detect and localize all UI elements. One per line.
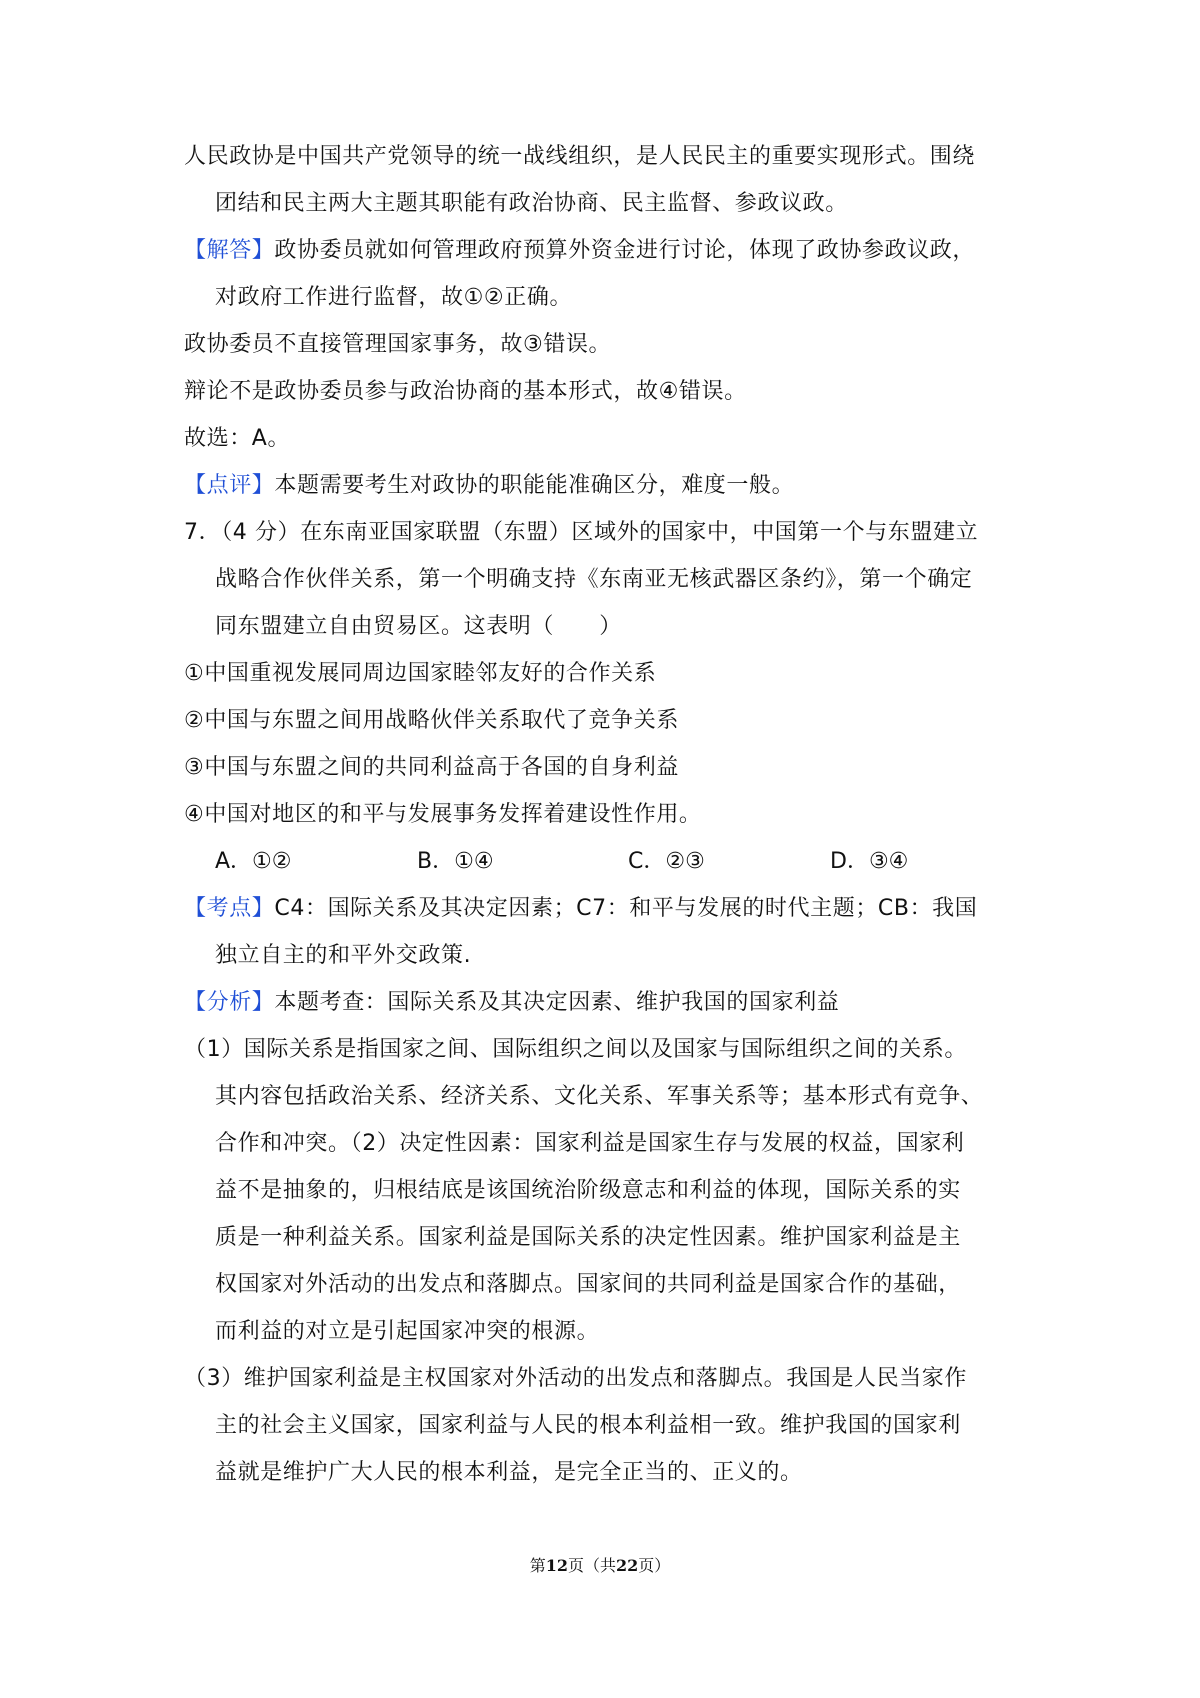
footer-prefix: 第	[529, 1556, 546, 1575]
page-number: 12	[545, 1556, 568, 1575]
text-line: 政协委员不直接管理国家事务，故③错误。	[184, 332, 612, 357]
text-line: 合作和冲突。（2）决定性因素：国家利益是国家生存与发展的权益，国家利	[215, 1131, 965, 1156]
text-line: （3）维护国家利益是主权国家对外活动的出发点和落脚点。我国是人民当家作	[184, 1366, 967, 1391]
answer-paragraph	[184, 236, 975, 266]
text-line: 其内容包括政治关系、经济关系、文化关系、军事关系等；基本形式有竞争、	[215, 1084, 984, 1109]
text-line: 团结和民主两大主题其职能有政治协商、民主监督、参政议政。	[215, 191, 848, 216]
answer-tag: 【解答】	[184, 238, 275, 263]
text-line: （1）国际关系是指国家之间、国际组织之间以及国家与国际组织之间的关系。	[184, 1037, 967, 1062]
comment-tag: 【点评】	[184, 473, 275, 498]
footer-middle: 页（共	[567, 1556, 616, 1575]
text-line: 主的社会主义国家，国家利益与人民的根本利益相一致。维护我国的国家利	[215, 1413, 961, 1438]
text-line: 同东盟建立自由贸易区。这表明（ ）	[215, 614, 622, 639]
text-line: 权国家对外活动的出发点和落脚点。国家间的共同利益是国家合作的基础，	[215, 1272, 961, 1297]
analysis-paragraph	[184, 988, 839, 1018]
page-footer	[0, 1555, 1200, 1577]
option-b: B．①④	[417, 849, 494, 874]
text-line: C4：国际关系及其决定因素；C7：和平与发展的时代主题；CB：我国	[274, 896, 978, 921]
text-line: 益不是抽象的，归根结底是该国统治阶级意志和利益的体现，国际关系的实	[215, 1178, 961, 1203]
text-line: 本题需要考生对政协的职能能准确区分，难度一般。	[274, 473, 795, 498]
option-c: C．②③	[628, 849, 705, 874]
question-stem: 7．（4 分）在东南亚国家联盟（东盟）区域外的国家中，中国第一个与东盟建立	[184, 520, 979, 545]
statement-2: ②中国与东盟之间用战略伙伴关系取代了竞争关系	[184, 708, 679, 733]
option-d: D．③④	[830, 849, 909, 874]
statement-1: ①中国重视发展同周边国家睦邻友好的合作关系	[184, 661, 657, 686]
statement-3: ③中国与东盟之间的共同利益高于各国的自身利益	[184, 755, 679, 780]
text-line: 战略合作伙伴关系，第一个明确支持《东南亚无核武器区条约》，第一个确定	[215, 567, 973, 592]
text-line: 辩论不是政协委员参与政治协商的基本形式，故④错误。	[184, 379, 747, 404]
text-line: 益就是维护广大人民的根本利益，是完全正当的、正义的。	[215, 1460, 803, 1485]
footer-suffix: 页）	[638, 1556, 671, 1575]
page-total: 22	[616, 1556, 639, 1575]
text-line: 人民政协是中国共产党领导的统一战线组织，是人民民主的重要实现形式。围绕	[184, 144, 976, 169]
text-line: 独立自主的和平外交政策.	[215, 943, 472, 968]
text-line: 而利益的对立是引起国家冲突的根源。	[215, 1319, 600, 1344]
text-line: 本题考查：国际关系及其决定因素、维护我国的国家利益	[274, 990, 840, 1015]
comment-paragraph	[184, 471, 794, 501]
text-line: 质是一种利益关系。国家利益是国际关系的决定性因素。维护国家利益是主	[215, 1225, 961, 1250]
text-line: 对政府工作进行监督，故①②正确。	[215, 285, 573, 310]
kaodian-tag: 【考点】	[184, 896, 275, 921]
statement-4: ④中国对地区的和平与发展事务发挥着建设性作用。	[184, 802, 702, 827]
analysis-tag: 【分析】	[184, 990, 275, 1015]
kaodian-paragraph	[184, 894, 977, 924]
text-line: 政协委员就如何管理政府预算外资金进行讨论，体现了政协参政议政，	[274, 238, 976, 263]
option-a: A．①②	[215, 849, 292, 874]
text-line: 故选：A。	[184, 426, 291, 451]
